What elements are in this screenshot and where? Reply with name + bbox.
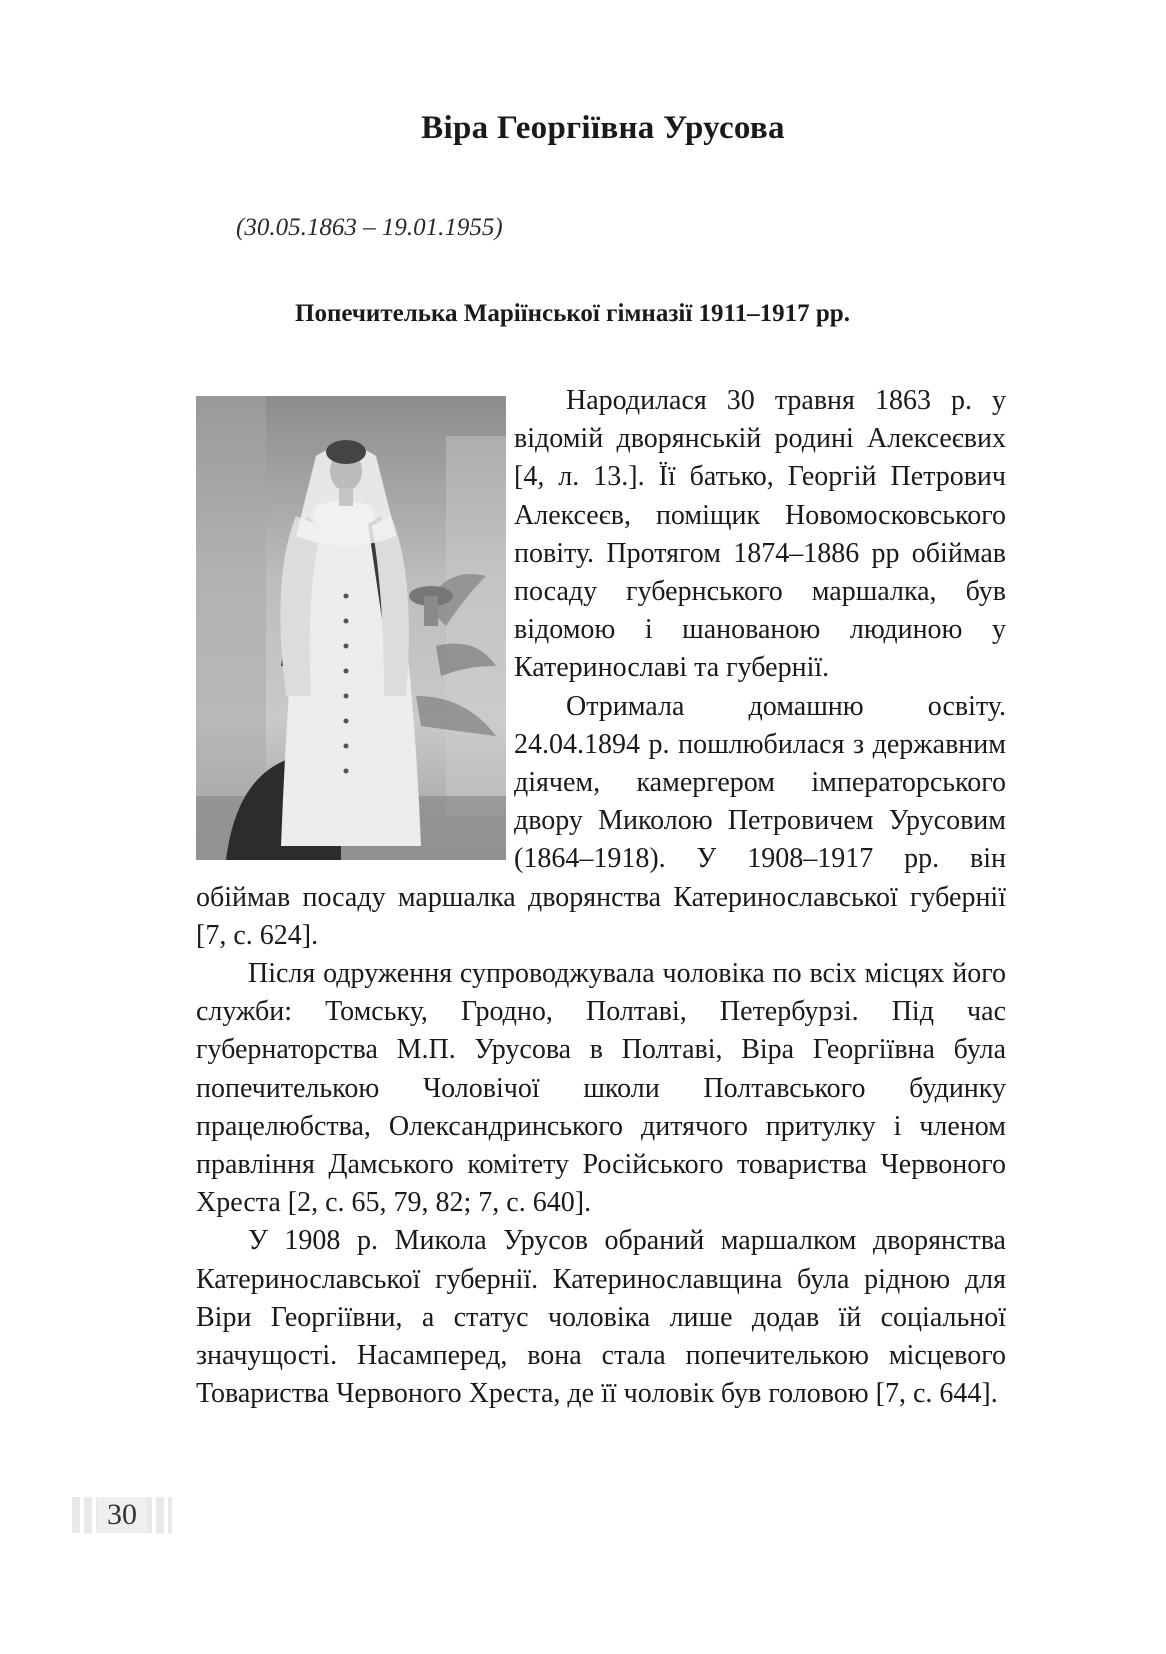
- life-dates: (30.05.1863 – 19.01.1955): [236, 214, 503, 241]
- article-body: [196, 382, 1006, 1413]
- photo-spacer: [196, 382, 514, 866]
- paragraph-1: Народилася 30 травня 1863 р. у відомій дворянській родині Алексеєвих [4, л. 13.]. Її батько, Георгій Петрович Алексеєв, поміщик Новомосковського повіту. Протягом 1874–1886 рр обіймав посаду губернського маршалка, був відомою і шанованою людиною у Катеринославі та губернії.: [514, 385, 1006, 684]
- page-number-label: 30: [97, 1497, 147, 1533]
- paragraph-2: Отримала домашню освіту. 24.04.1894 р. пошлюбилася з державним діячем, камергером імператорського двору Миколою Петровичем Урусовим (1864–1918). У 1908–1917 рр. він обіймав посаду маршалка дворянства Катеринославської губернії [7, с. 624].: [196, 690, 1006, 951]
- page-title: Віра Георгіївна Урусова: [421, 110, 785, 146]
- paragraph-3: Після одруження супроводжувала чоловіка по всіх місцях його служби: Томську, Гродно, Полтаві, Петербурзі. Під час губернаторства М.П. Урусова в Полтаві, Віра Георгіївна була попечителькою Чоловічої школи Полтавського будинку працелюбства, Олександринського дитячого притулку і членом правління Дамського комітету Російського товариства Червоного Хреста [2, с. 65, 79, 82; 7, с. 640].: [196, 958, 1006, 1219]
- paragraph-4: У 1908 р. Микола Урусов обраний маршалком дворянства Катеринославської губернії. Катеринославщина була рідною для Віри Георгіївни, а статус чоловіка лише додав їй соціальної значущості. Насамперед, вона стала попечителькою місцевого Товариства Червоного Хреста, де її чоловік був головою [7, с. 644].: [196, 1225, 1006, 1410]
- section-subtitle: Попечителька Маріїнської гімназії 1911–1917 рр.: [295, 300, 850, 327]
- page-number: [72, 1497, 172, 1533]
